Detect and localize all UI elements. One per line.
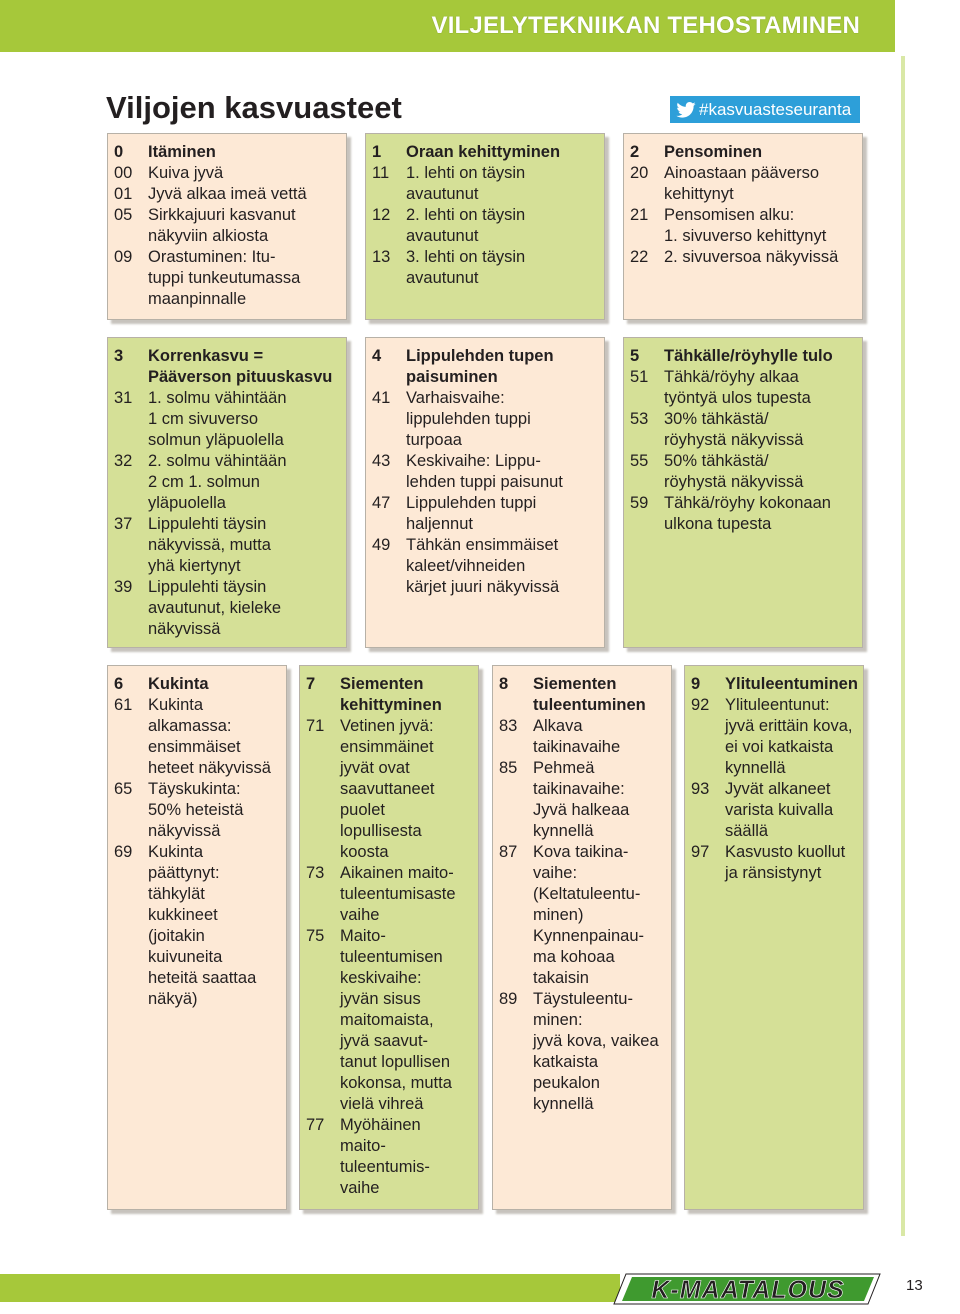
stage-row <box>630 451 856 493</box>
stage-code: 7 <box>306 675 316 693</box>
stage-code: 00 <box>114 164 133 182</box>
stage-description: Kukinta alkamassa: ensimmäiset heteet näkyvissä <box>148 696 271 777</box>
stage-row <box>691 779 857 842</box>
stage-heading <box>114 674 280 695</box>
stage-row <box>306 863 472 926</box>
stage-description: Vetinen jyvä: ensimmäinet jyvät ovat saavuttaneet puolet lopullisesta koosta <box>340 717 435 861</box>
stage-description: Siementen kehittyminen <box>340 675 442 714</box>
stage-code: 55 <box>630 452 649 470</box>
stage-code: 71 <box>306 717 325 735</box>
stage-description: Maito- tuleentumisen keskivaihe: jyvän sisus maitomaista, jyvä saavut- tanut lopullisen kokonsa, mutta vielä vihreä <box>340 927 452 1113</box>
stage-code: 43 <box>372 452 391 470</box>
stage-code: 37 <box>114 515 133 533</box>
stage-description: Lippulehden tupen paisuminen <box>406 347 554 386</box>
stage-code: 85 <box>499 759 518 777</box>
stage-box-7 <box>299 665 479 1210</box>
stage-box-5 <box>623 337 863 648</box>
stage-code: 77 <box>306 1116 325 1134</box>
stage-description: Ylituleentunut: jyvä erittäin kova, ei voi katkaista kynnellä <box>725 696 853 777</box>
stage-code: 01 <box>114 185 133 203</box>
stage-row <box>114 388 340 451</box>
stage-description: Myöhäinen maito- tuleentumis- vaihe <box>340 1116 430 1197</box>
stage-row <box>114 779 280 842</box>
stage-code: 9 <box>691 675 701 693</box>
stage-description: 30% tähkästä/ röyhystä näkyvissä <box>664 410 804 449</box>
stage-description: 1. lehti on täysin avautunut <box>406 164 526 203</box>
stage-row <box>499 842 665 989</box>
stage-row <box>499 989 665 1115</box>
stage-code: 75 <box>306 927 325 945</box>
stage-code: 5 <box>630 347 640 365</box>
stage-description: Ainoastaan pääverso kehittynyt <box>664 164 820 203</box>
stage-description: Pehmeä taikinavaihe: Jyvä halkeaa kynnellä <box>533 759 630 840</box>
right-margin-line <box>901 56 905 1236</box>
stage-code: 59 <box>630 494 649 512</box>
page-number: 13 <box>906 1277 923 1294</box>
stage-code: 4 <box>372 347 382 365</box>
stage-description: Aikainen maito- tuleentumisaste vaihe <box>340 864 456 924</box>
stage-description: Täyskukinta: 50% heteistä näkyvissä <box>148 780 244 840</box>
stage-row <box>114 163 340 184</box>
stage-row <box>306 926 472 1115</box>
stage-row <box>691 842 857 884</box>
stage-description: Tähkälle/röyhylle tulo <box>664 347 833 365</box>
stage-heading <box>630 142 856 163</box>
stage-code: 05 <box>114 206 133 224</box>
stage-description: Jyvä alkaa imeä vettä <box>148 185 307 203</box>
stage-row <box>372 451 598 493</box>
stage-code: 6 <box>114 675 124 693</box>
stage-row <box>630 493 856 535</box>
stage-row <box>630 205 856 247</box>
stage-code: 49 <box>372 536 391 554</box>
stage-description: 2. solmu vähintään 2 cm 1. solmun yläpuolella <box>148 452 287 512</box>
stage-heading <box>114 346 340 388</box>
stage-description: Pensomisen alku: 1. sivuverso kehittynyt <box>664 206 827 245</box>
stage-description: Oraan kehittyminen <box>406 143 561 161</box>
stage-code: 09 <box>114 248 133 266</box>
stage-code: 87 <box>499 843 518 861</box>
stage-description: Itäminen <box>148 143 216 161</box>
top-header-band <box>0 0 960 54</box>
footer-band <box>0 1262 960 1314</box>
stage-description: Orastuminen: Itu- tuppi tunkeutumassa maanpinnalle <box>148 248 301 308</box>
stage-description: Kova taikina- vaihe: (Keltatuleentu- minen) Kynnenpainau- ma kohoaa takaisin <box>533 843 645 987</box>
stage-code: 53 <box>630 410 649 428</box>
stage-description: Lippulehti täysin näkyvissä, mutta yhä kiertynyt <box>148 515 271 575</box>
stage-row <box>372 163 598 205</box>
stage-description: Keskivaihe: Lippu- lehden tuppi paisunut <box>406 452 563 491</box>
stage-code: 61 <box>114 696 133 714</box>
stage-description: 3. lehti on täysin avautunut <box>406 248 526 287</box>
hashtag-badge[interactable] <box>670 96 860 123</box>
stage-description: Ylituleentuminen <box>725 675 858 693</box>
section-title: VILJELYTEKNIIKAN TEHOSTAMINEN <box>431 12 860 39</box>
footer-green-bar <box>0 1274 620 1302</box>
stage-heading <box>306 674 472 716</box>
stage-row <box>630 409 856 451</box>
stage-heading <box>114 142 340 163</box>
stage-box-1 <box>365 133 605 320</box>
stage-row <box>306 716 472 863</box>
stage-row <box>306 1115 472 1199</box>
stage-box-2 <box>623 133 863 320</box>
stage-row <box>630 247 856 268</box>
stage-description: Tähkä/röyhy alkaa työntyä ulos tupesta <box>664 368 811 407</box>
page-title: Viljojen kasvuasteet <box>106 90 402 125</box>
stage-heading <box>372 142 598 163</box>
stage-description: 2. lehti on täysin avautunut <box>406 206 526 245</box>
stage-description: Varhaisvaihe: lippulehden tuppi turpoaa <box>406 389 531 449</box>
stage-description: Siementen tuleentuminen <box>533 675 646 714</box>
stage-heading <box>372 346 598 388</box>
logo-text: K-MAATALOUS <box>651 1276 845 1304</box>
stage-row <box>114 577 340 640</box>
stage-description: 1. solmu vähintään 1 cm sivuverso solmun yläpuolella <box>148 389 287 449</box>
stage-box-3 <box>107 337 347 648</box>
stage-description: Lippulehden tuppi haljennut <box>406 494 537 533</box>
stage-box-8 <box>492 665 672 1210</box>
stage-code: 1 <box>372 143 382 161</box>
stage-description: Kukinta päättynyt: tähkylät kukkineet (joitakin kuivuneita heteitä saattaa näkyä) <box>148 843 257 1008</box>
stage-row <box>372 247 598 289</box>
stage-description: Alkava taikinavaihe <box>533 717 621 756</box>
stage-box-6 <box>107 665 287 1210</box>
stage-row <box>114 514 340 577</box>
stage-code: 31 <box>114 389 133 407</box>
stage-description: Korrenkasvu = Pääverson pituuskasvu <box>148 347 333 386</box>
stage-row <box>372 493 598 535</box>
stage-code: 32 <box>114 452 133 470</box>
stage-row <box>114 842 280 1010</box>
stage-code: 93 <box>691 780 710 798</box>
stage-row <box>630 367 856 409</box>
stage-code: 2 <box>630 143 640 161</box>
stage-description: Jyvät alkaneet varista kuivalla säällä <box>725 780 834 840</box>
stage-description: Lippulehti täysin avautunut, kieleke näkyvissä <box>148 578 282 638</box>
stage-description: Kukinta <box>148 675 209 693</box>
stage-code: 13 <box>372 248 391 266</box>
stage-code: 92 <box>691 696 710 714</box>
stage-description: Kasvusto kuollut ja ränsistynyt <box>725 843 846 882</box>
twitter-bird-icon <box>676 102 696 118</box>
stage-code: 8 <box>499 675 509 693</box>
stage-description: Sirkkajuuri kasvanut näkyviin alkiosta <box>148 206 296 245</box>
stage-code: 21 <box>630 206 649 224</box>
stage-description: 50% tähkästä/ röyhystä näkyvissä <box>664 452 804 491</box>
stage-code: 65 <box>114 780 133 798</box>
stage-code: 73 <box>306 864 325 882</box>
stage-row <box>114 247 340 310</box>
stage-code: 83 <box>499 717 518 735</box>
stage-row <box>114 184 340 205</box>
stage-code: 69 <box>114 843 133 861</box>
stage-heading <box>691 674 857 695</box>
stage-code: 0 <box>114 143 124 161</box>
stage-code: 39 <box>114 578 133 596</box>
stage-row <box>372 205 598 247</box>
stage-heading <box>499 674 665 716</box>
stage-description: Tähkän ensimmäiset kaleet/vihneiden kärjet juuri näkyvissä <box>406 536 560 596</box>
stage-description: Tähkä/röyhy kokonaan ulkona tupesta <box>664 494 831 533</box>
stage-row <box>499 758 665 842</box>
stage-row <box>499 716 665 758</box>
stage-box-9 <box>684 665 864 1210</box>
stage-row <box>114 451 340 514</box>
stage-heading <box>630 346 856 367</box>
stage-code: 41 <box>372 389 391 407</box>
stage-code: 12 <box>372 206 391 224</box>
stage-row <box>372 535 598 598</box>
stage-description: Kuiva jyvä <box>148 164 224 182</box>
stage-row <box>372 388 598 451</box>
stage-row <box>114 205 340 247</box>
stage-code: 11 <box>372 164 390 182</box>
stage-box-0 <box>107 133 347 320</box>
stage-row <box>691 695 857 779</box>
hashtag-text: #kasvuasteseuranta <box>699 99 852 119</box>
stage-description: Pensominen <box>664 143 763 161</box>
stage-code: 97 <box>691 843 710 861</box>
stage-description: 2. sivuversoa näkyvissä <box>664 248 839 266</box>
header-right-edge <box>895 0 960 52</box>
stage-box-4 <box>365 337 605 648</box>
stage-code: 89 <box>499 990 518 1008</box>
stage-code: 51 <box>630 368 649 386</box>
stage-row <box>114 695 280 779</box>
stage-code: 3 <box>114 347 124 365</box>
k-maatalous-logo <box>612 1272 882 1306</box>
stage-code: 20 <box>630 164 649 182</box>
stage-row <box>630 163 856 205</box>
stage-code: 47 <box>372 494 391 512</box>
stage-code: 22 <box>630 248 649 266</box>
stage-description: Täystuleentu- minen: jyvä kova, vaikea katkaista peukalon kynnellä <box>533 990 659 1113</box>
